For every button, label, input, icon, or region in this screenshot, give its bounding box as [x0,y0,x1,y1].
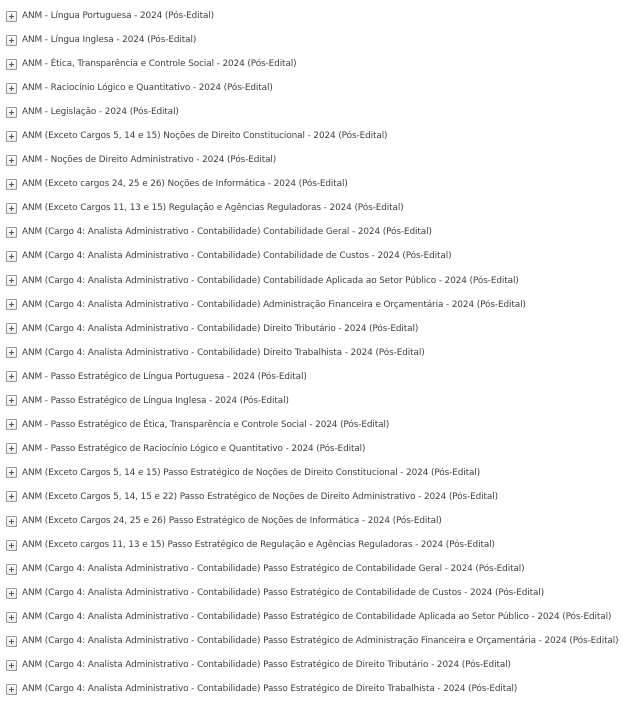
course-item-label[interactable]: ANM (Cargo 4: Analista Administrativo - Contabilidade) Passo Estratégico de Direito Trabalhista - 2024 (Pós-Edital) [22,684,518,695]
course-item-label[interactable]: ANM (Cargo 4: Analista Administrativo - Contabilidade) Direito Trabalhista - 2024 (Pós-Edital) [22,347,425,358]
course-item[interactable] [0,148,637,172]
expand-plus-icon[interactable] [6,684,17,695]
course-item-label[interactable]: ANM (Cargo 4: Analista Administrativo - Contabilidade) Passo Estratégico de Contabilidade de Custos - 2024 (Pós-Edital) [22,588,545,599]
expand-plus-icon[interactable] [6,540,17,551]
course-item[interactable] [0,365,637,389]
course-item[interactable] [0,437,637,461]
course-item-label[interactable]: ANM - Passo Estratégico de Raciocínio Lógico e Quantitativo - 2024 (Pós-Edital) [22,443,366,454]
expand-plus-icon[interactable] [6,395,17,406]
course-item[interactable] [0,413,637,437]
course-item[interactable] [0,557,637,581]
course-item[interactable] [0,677,637,701]
course-item[interactable] [0,76,637,100]
course-item[interactable] [0,461,637,485]
expand-plus-icon[interactable] [6,347,17,358]
course-item[interactable] [0,485,637,509]
expand-plus-icon[interactable] [6,516,17,527]
expand-plus-icon[interactable] [6,179,17,190]
course-item-label[interactable]: ANM - Raciocínio Lógico e Quantitativo - 2024 (Pós-Edital) [22,83,273,94]
expand-plus-icon[interactable] [6,155,17,166]
expand-plus-icon[interactable] [6,83,17,94]
course-item[interactable] [0,605,637,629]
expand-plus-icon[interactable] [6,11,17,22]
course-item[interactable] [0,100,637,124]
course-item-label[interactable]: ANM (Exceto cargos 11, 13 e 15) Passo Estratégico de Regulação e Agências Reguladoras - 2024 (Pós-Edital) [22,540,495,551]
course-item-label[interactable]: ANM - Passo Estratégico de Língua Portuguesa - 2024 (Pós-Edital) [22,371,307,382]
course-item[interactable] [0,172,637,196]
course-item[interactable] [0,269,637,293]
course-item-label[interactable]: ANM (Cargo 4: Analista Administrativo - Contabilidade) Contabilidade de Custos - 2024 (Pós-Edital) [22,251,452,262]
course-item[interactable] [0,653,637,677]
course-item[interactable] [0,124,637,148]
course-item-label[interactable]: ANM (Cargo 4: Analista Administrativo - Contabilidade) Contabilidade Aplicada ao Setor Público - 2024 (Pós-Edital) [22,275,519,286]
expand-plus-icon[interactable] [6,299,17,310]
course-item-label[interactable]: ANM (Cargo 4: Analista Administrativo - Contabilidade) Contabilidade Geral - 2024 (Pós-Edital) [22,227,432,238]
expand-plus-icon[interactable] [6,107,17,118]
expand-plus-icon[interactable] [6,251,17,262]
course-item[interactable] [0,4,637,28]
expand-plus-icon[interactable] [6,227,17,238]
course-item[interactable] [0,244,637,268]
course-item-label[interactable]: ANM (Exceto cargos 24, 25 e 26) Noções de Informática - 2024 (Pós-Edital) [22,179,348,190]
expand-plus-icon[interactable] [6,443,17,454]
course-item-label[interactable]: ANM (Cargo 4: Analista Administrativo - Contabilidade) Passo Estratégico de Administração Financeira e Orçamentária - 2024 (Pós-Edital) [22,636,619,647]
expand-plus-icon[interactable] [6,419,17,430]
course-item-label[interactable]: ANM (Cargo 4: Analista Administrativo - Contabilidade) Passo Estratégico de Contabilidade Geral - 2024 (Pós-Edital) [22,564,525,575]
course-item-label[interactable]: ANM (Exceto Cargos 11, 13 e 15) Regulação e Agências Reguladoras - 2024 (Pós-Edital) [22,203,404,214]
expand-plus-icon[interactable] [6,131,17,142]
course-item-label[interactable]: ANM (Cargo 4: Analista Administrativo - Contabilidade) Passo Estratégico de Direito Tributário - 2024 (Pós-Edital) [22,660,511,671]
course-item-label[interactable]: ANM (Exceto Cargos 24, 25 e 26) Passo Estratégico de Noções de Informática - 2024 (Pós-Edital) [22,516,442,526]
expand-plus-icon[interactable] [6,35,17,46]
course-item[interactable] [0,28,637,52]
course-item[interactable] [0,317,637,341]
course-item[interactable] [0,389,637,413]
course-item-label[interactable]: ANM (Exceto Cargos 5, 14, 15 e 22) Passo Estratégico de Noções de Direito Administrativo - 2024 (Pós-Edital) [22,491,498,502]
expand-plus-icon[interactable] [6,203,17,214]
course-item-label[interactable]: ANM (Cargo 4: Analista Administrativo - Contabilidade) Direito Tributário - 2024 (Pós-Edital) [22,323,419,334]
course-item-label[interactable]: ANM (Exceto Cargos 5, 14 e 15) Passo Estratégico de Noções de Direito Constitucional - 2024 (Pós-Edital) [22,467,481,478]
course-item[interactable] [0,196,637,220]
expand-plus-icon[interactable] [6,323,17,334]
expand-plus-icon[interactable] [6,59,17,70]
expand-plus-icon[interactable] [6,491,17,502]
expand-plus-icon[interactable] [6,275,17,286]
course-item[interactable] [0,220,637,244]
course-item-label[interactable]: ANM - Noções de Direito Administrativo - 2024 (Pós-Edital) [22,155,277,166]
course-item-label[interactable]: ANM - Ética, Transparência e Controle Social - 2024 (Pós-Edital) [22,59,297,70]
expand-plus-icon[interactable] [6,660,17,671]
expand-plus-icon[interactable] [6,371,17,382]
course-item-label[interactable]: ANM - Língua Portuguesa - 2024 (Pós-Edital) [22,11,215,22]
course-item[interactable] [0,341,637,365]
course-item-label[interactable]: ANM (Cargo 4: Analista Administrativo - Contabilidade) Administração Financeira e Orçamentária - 2024 (Pós-Edital) [22,299,526,310]
expand-plus-icon[interactable] [6,612,17,623]
course-item-label[interactable]: ANM (Exceto Cargos 5, 14 e 15) Noções de Direito Constitucional - 2024 (Pós-Edital) [22,131,388,142]
course-item-label[interactable]: ANM - Língua Inglesa - 2024 (Pós-Edital) [22,35,197,46]
course-item[interactable] [0,509,637,533]
course-item[interactable] [0,581,637,605]
expand-plus-icon[interactable] [6,564,17,575]
course-item[interactable] [0,533,637,557]
expand-plus-icon[interactable] [6,636,17,647]
course-item[interactable] [0,52,637,76]
expand-plus-icon[interactable] [6,588,17,599]
course-item[interactable] [0,629,637,653]
expand-plus-icon[interactable] [6,467,17,478]
course-item-label[interactable]: ANM - Passo Estratégico de Língua Inglesa - 2024 (Pós-Edital) [22,395,289,406]
course-item-label[interactable]: ANM (Cargo 4: Analista Administrativo - Contabilidade) Passo Estratégico de Contabilidade Aplicada ao Setor Público - 2024 (Pós-Edital) [22,612,612,623]
course-item[interactable] [0,293,637,317]
course-item-label[interactable]: ANM - Legislação - 2024 (Pós-Edital) [22,107,179,118]
course-item-label[interactable]: ANM - Passo Estratégico de Ética, Transparência e Controle Social - 2024 (Pós-Edital) [22,419,390,430]
